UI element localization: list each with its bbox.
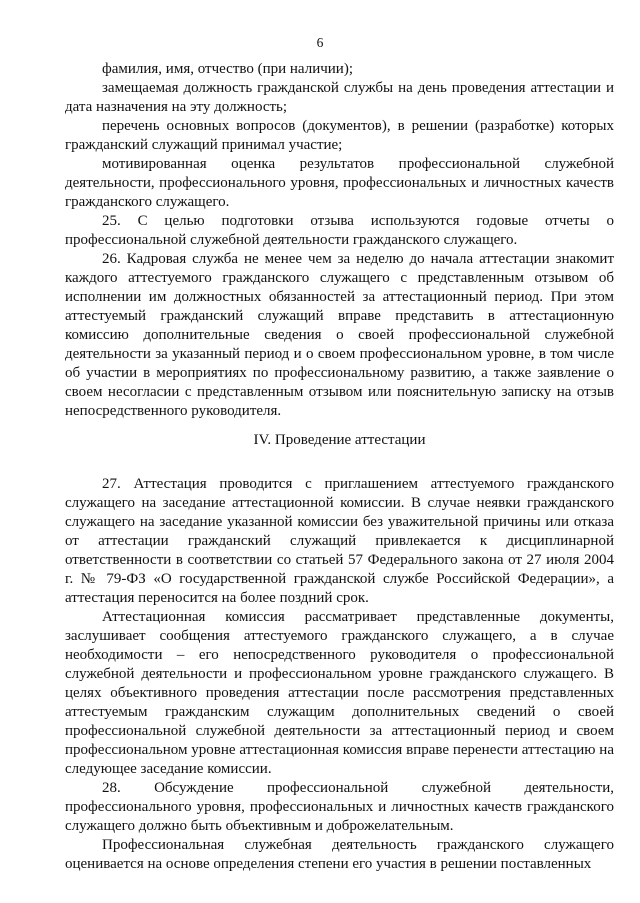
paragraph-item-26: 26. Кадровая служба не менее чем за неделю до начала аттестации знакомит каждого аттестуемого гражданского служащего с представленным отзывом об исполнении им должностных обязанностей за аттестационный период. При этом аттестуемый гражданский служащий вправе представить в аттестационную комиссию дополнительные сведения о своей профессиональной служебной деятельности за указанный период и о своем профессиональном уровне, в том числе об участии в мероприятиях по профессиональному развитию, а также заявление о своем несогласии с представленным отзывом или пояснительную записку на отзыв непосредственного руководителя.	[65, 251, 614, 419]
paragraph-position: замещаемая должность гражданской службы на день проведения аттестации и дата назначения на эту должность;	[65, 80, 614, 115]
section-heading: IV. Проведение аттестации	[253, 432, 426, 448]
page-number: 6	[316, 35, 324, 50]
paragraph-activity-evaluation: Профессиональная служебная деятельность гражданского служащего оценивается на основе определения степени его участия в решении поставленных	[65, 837, 614, 872]
paragraph-full-name: фамилия, имя, отчество (при наличии);	[102, 61, 353, 77]
paragraph-questions-list: перечень основных вопросов (документов), в решении (разработке) которых гражданский служащий принимал участие;	[65, 118, 614, 153]
paragraph-item-28: 28. Обсуждение профессиональной служебной деятельности, профессионального уровня, профессиональных и личностных качеств гражданского служащего должно быть объективным и доброжелательным.	[65, 780, 614, 834]
paragraph-commission-review: Аттестационная комиссия рассматривает представленные документы, заслушивает сообщения аттестуемого гражданского служащего, а в случае необходимости – его непосредственного руководителя о профессиональной служебной деятельности и профессиональном уровне гражданского служащего. В целях объективного проведения аттестации после рассмотрения представленных аттестуемым гражданским служащим дополнительных сведений о своей профессиональной служебной деятельности за аттестационный период и своем профессиональном уровне аттестационная комиссия вправе перенести аттестацию на следующее заседание комиссии.	[65, 609, 614, 777]
document-body	[65, 60, 614, 874]
paragraph-item-25: 25. С целью подготовки отзыва используются годовые отчеты о профессиональной служебной деятельности гражданского служащего.	[65, 213, 614, 248]
paragraph-motivated-assessment: мотивированная оценка результатов профессиональной служебной деятельности, профессионального уровня, профессиональных и личностных качеств гражданского служащего.	[65, 156, 614, 210]
paragraph-item-27: 27. Аттестация проводится с приглашением аттестуемого гражданского служащего на заседание аттестационной комиссии. В случае неявки гражданского служащего на заседание указанной комиссии без уважительной причины или отказа от аттестации гражданский служащий привлекается к дисциплинарной ответственности в соответствии со статьей 57 Федерального закона от 27 июля 2004 г. № 79-ФЗ «О государственной гражданской службе Российской Федерации», а аттестация переносится на более поздний срок.	[65, 476, 614, 606]
